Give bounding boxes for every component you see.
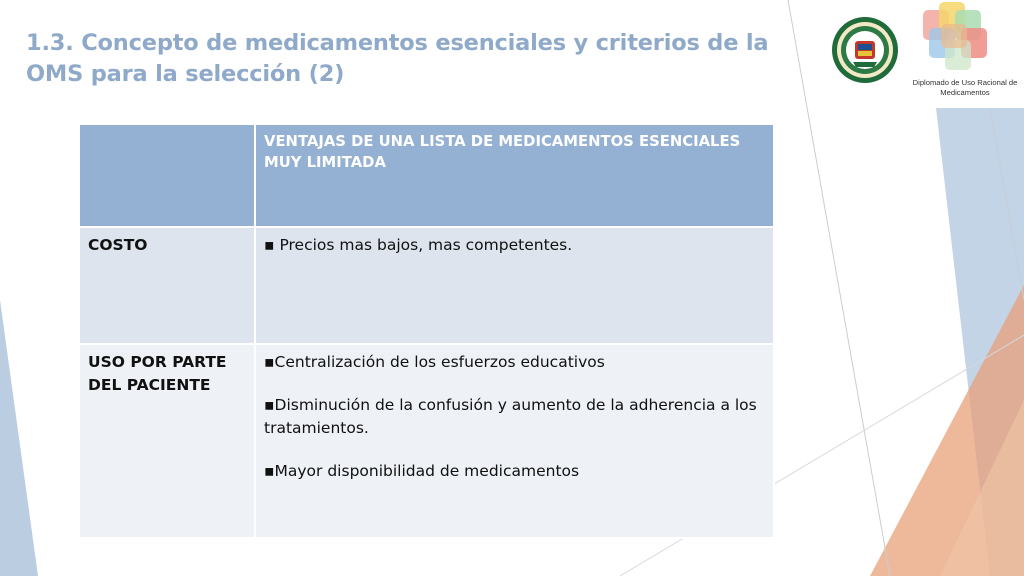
table-header-row <box>79 124 774 227</box>
bullet-square-icon: ▪ <box>264 396 275 414</box>
header-cell-title: VENTAJAS DE UNA LISTA DE MEDICAMENTOS ESENCIALES MUY LIMITADA <box>255 124 774 227</box>
list-item: ▪Disminución de la confusión y aumento de la adherencia a los tratamientos. <box>264 396 757 437</box>
table-row <box>79 344 774 538</box>
table-row <box>79 227 774 344</box>
bullet-square-icon: ▪ <box>264 353 275 371</box>
row-label-cost: COSTO <box>79 227 255 344</box>
list-item: ▪Mayor disponibilidad de medicamentos <box>264 462 580 480</box>
left-blue-shape <box>0 300 38 576</box>
list-item: ▪ Precios mas bajos, mas competentes. <box>264 236 573 254</box>
logo-caption: Diplomado de Uso Racional de Medicamentos <box>912 78 1018 97</box>
criteria-table <box>78 123 775 539</box>
diplomado-logo-icon <box>917 2 999 74</box>
header-cell-empty <box>79 124 255 227</box>
university-seal-icon <box>830 14 900 86</box>
bullet-square-icon: ▪ <box>264 236 280 254</box>
row-content-patient-use <box>255 344 774 538</box>
row-content-cost <box>255 227 774 344</box>
list-item: ▪Centralización de los esfuerzos educativos <box>264 353 605 371</box>
bullet-square-icon: ▪ <box>264 462 275 480</box>
diagonal-line-1 <box>788 0 890 576</box>
slide-title: 1.3. Concepto de medicamentos esenciales y criterios de la OMS para la selección (2) <box>26 30 769 87</box>
row-label-patient-use: USO POR PARTE DEL PACIENTE <box>79 344 255 538</box>
